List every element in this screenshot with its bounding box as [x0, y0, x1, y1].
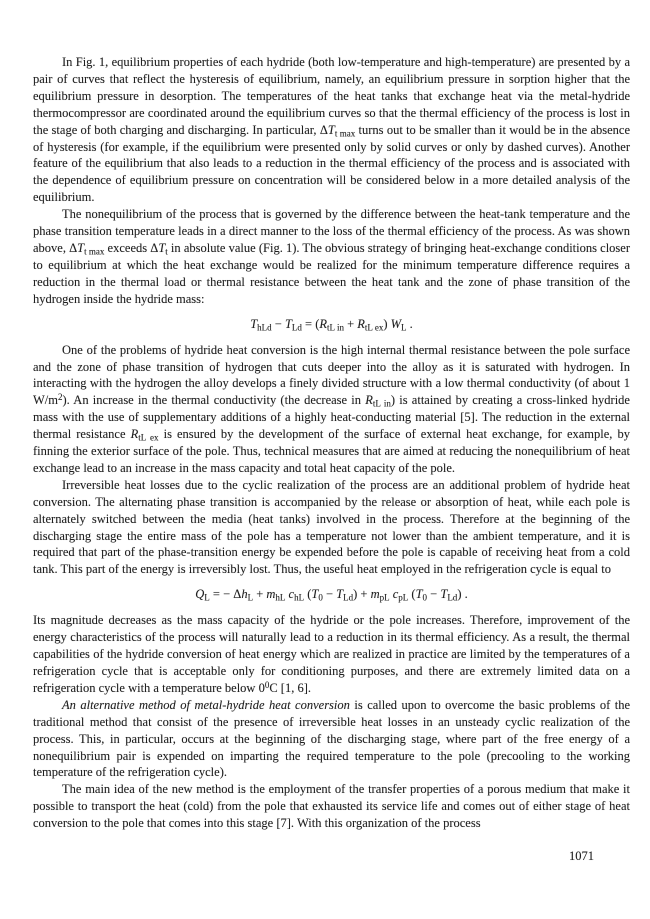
paragraph-irreversible-losses: Irreversible heat losses due to the cyclic realization of the process are an additional problem of hydride heat conversion. The alternating phase transition is accompanied by the release or absorption of heat, while each pole is alternately switched between the media (heat tanks) involved in the process. Therefore at the beginning of the discharging stage the entire mass of the pole has a temperature not lower than the ambient temperature, and it is required that part of the phase-transition energy be expended before the pole is capable of receiving heat from a cold tank. This part of the energy is irreversibly lost. Thus, the useful heat employed in the refrigeration cycle is equal to — [33, 477, 630, 577]
paragraph-main-idea: The main idea of the new method is the employment of the transfer properties of a porous medium that make it possible to transport the heat (cold) from the pole that exhausted its service life and comes out of either stage of heat conversion to the pole that comes into this stage [7]. With this organization of the process — [33, 782, 630, 831]
paragraph-internal-resistance: One of the problems of hydride heat conversion is the high internal thermal resistance between the pole surface and the zone of phase transition of hydrogen that cuts deeper into the alloy as it is saturated with hydrogen. In interacting with the hydrogen the alloy develops a finely divided structure with a low thermal conductivity (of about 1 $W/m^2$). An increase in the thermal conductivity (the decrease in $R_{tL in}$) is attained by creating a cross-linked hydride mass with the use of supplementary additions of a highly heat-conducting material [5]. The reduction in the external thermal resistance $R_{tL ex}$ is ensured by the development of the surface of external heat exchange, for example, by finning the exterior surface of the pole. Thus, technical measures that are aimed at reducing the nonequilibrium of heat exchange lead to an increase in the mass capacity and total heat capacity of the pole. — [33, 342, 630, 475]
page-number: 1071 — [569, 849, 594, 864]
paragraph-nonequilibrium: The nonequilibrium of the process that is governed by the difference between the heat-tank temperature and the phase transition temperature leads in a direct manner to the loss of the thermal efficiency of the process. As was shown above, $\Delta T_{t max}$ exceeds $\Delta T_t$ in absolute value (Fig. 1). The obvious strategy of bringing heat-exchange conditions closer to equilibrium at which the heat exchange would be realized for the minimum temperature difference requires a reduction in the thermal load or thermal resistance between the heat tank and the zone of phase transition of the hydrogen inside the hydride mass: — [33, 207, 630, 306]
paragraph-equilibrium-properties: In Fig. 1, equilibrium properties of each hydride (both low-temperature and high-temperature) are presented by a pair of curves that reflect the hysteresis of equilibrium, namely, an equilibrium pressure in sorption higher that the equilibrium pressure in desorption. The temperatures of the heat tanks that exchange heat via the metal-hydride thermocompressor are coordinated around the equilibrium curves so that the thermal efficiency of the process is lost in the stage of both charging and discharging. In particular, $\Delta T_{t max}$ turns out to be smaller than it would be in the absence of hysteresis (for example, if the equilibrium were presented only by solid curves or only by dashed curves). Another feature of the equilibrium that also leads to a reduction in the thermal efficiency of the process and is associated with the dependence of equilibrium pressure on concentration will be considered below in a more detailed analysis of the equilibrium. — [33, 55, 631, 205]
equation-useful-heat: $Q_L$ = − $\Delta h_L + m_{hL}$ $c_{hL}$ $(T_0 - T_{Ld}) + m_{pL}$ $c_{pL}$ $(T_0 - T_{Ld})$ . — [195, 587, 468, 603]
equation-thermal-resistance: $T_{hLd} - T_{Ld} = (R_{tL in} + R_{tL ex})$ $W_L$ . — [250, 316, 413, 333]
page-content — [33, 54, 630, 865]
paragraph-magnitude: Its magnitude decreases as the mass capacity of the hydride or the pole increases. Therefore, improvement of the energy characteristics of the process will naturally lead to a reduction in its thermal efficiency. As a result, the thermal capabilities of the hydride conversion of heat energy which are realized in practice are limited by the temperatures of a refrigeration cycle that is acceptable only for conditioning purposes, and there are extremely limited data on a refrigeration cycle with a temperature below $0^0C$ [1, 6]. — [33, 613, 630, 695]
paragraph-alternative-method: An alternative method of metal-hydride heat conversion is called upon to overcome the basic problems of the traditional method that consist of the presence of irreversible heat losses in an unsteady cyclic realization of the process. This, in particular, occurs at the beginning of the discharging stage, where part of the free energy of a nonequilibrium pair is expended on imparting the required temperature to the pole (precooling to the working temperature of the refrigeration cycle). — [33, 697, 631, 780]
